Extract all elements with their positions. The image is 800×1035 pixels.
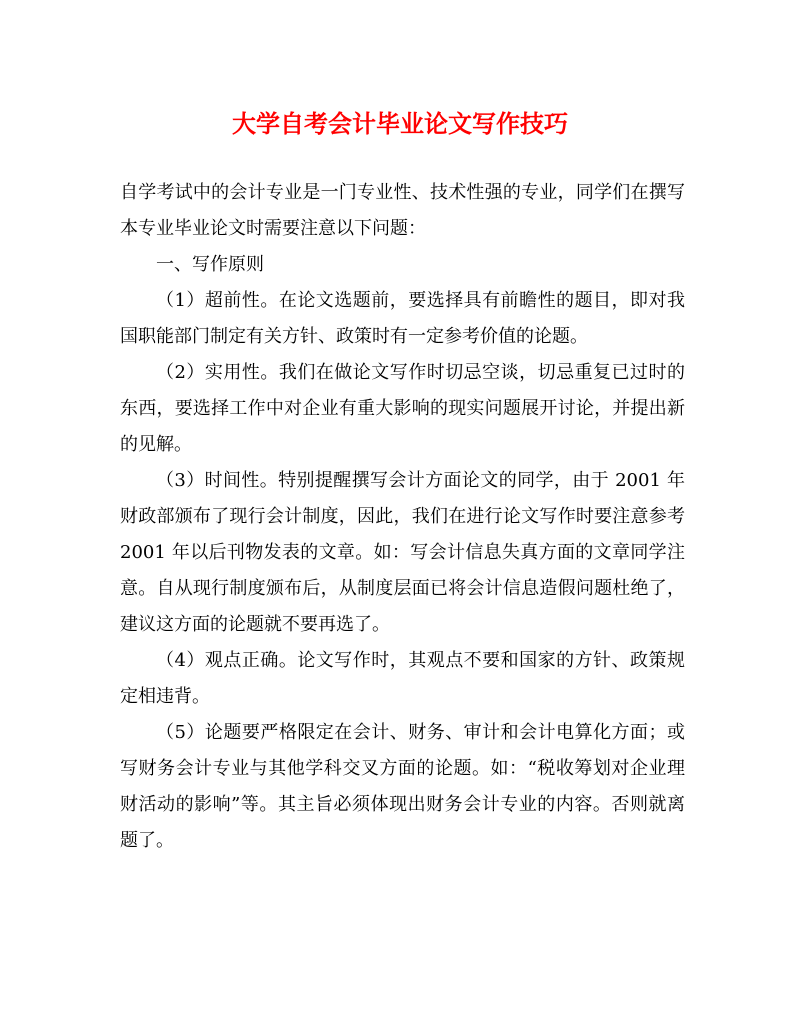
- document-title: 大学自考会计毕业论文写作技巧: [232, 109, 568, 138]
- section-heading-writing-principles: 一、写作原则: [156, 254, 264, 275]
- paragraph-principle-4: （4）观点正确。论文写作时，其观点不要和国家的方针、政策规定相违背。: [120, 650, 685, 707]
- paragraph-intro: 自学考试中的会计专业是一门专业性、技术性强的专业，同学们在撰写本专业毕业论文时需要注意以下问题：: [120, 182, 685, 239]
- paragraph-principle-2: （2）实用性。我们在做论文写作时切忌空谈，切忌重复已过时的东西，要选择工作中对企业有重大影响的现实问题展开讨论，并提出新的见解。: [120, 362, 685, 455]
- paragraph-principle-3: （3）时间性。特别提醒撰写会计方面论文的同学，由于 2001 年财政部颁布了现行会计制度，因此，我们在进行论文写作时要注意参考 2001 年以后刊物发表的文章。如：写会计信息失真方面的文章同学注意。自从现行制度颁布后，从制度层面已将会计信息造假问题杜绝了，建议这方面的论题就不要再选了。: [120, 470, 685, 635]
- paragraph-principle-1: （1）超前性。在论文选题前，要选择具有前瞻性的题目，即对我国职能部门制定有关方针、政策时有一定参考价值的论题。: [120, 290, 685, 347]
- document-body: [120, 175, 685, 859]
- paragraph-principle-5: （5）论题要严格限定在会计、财务、审计和会计电算化方面；或写财务会计专业与其他学科交叉方面的论题。如：“税收筹划对企业理财活动的影响”等。其主旨必须体现出财务会计专业的内容。否则就离题了。: [120, 722, 685, 851]
